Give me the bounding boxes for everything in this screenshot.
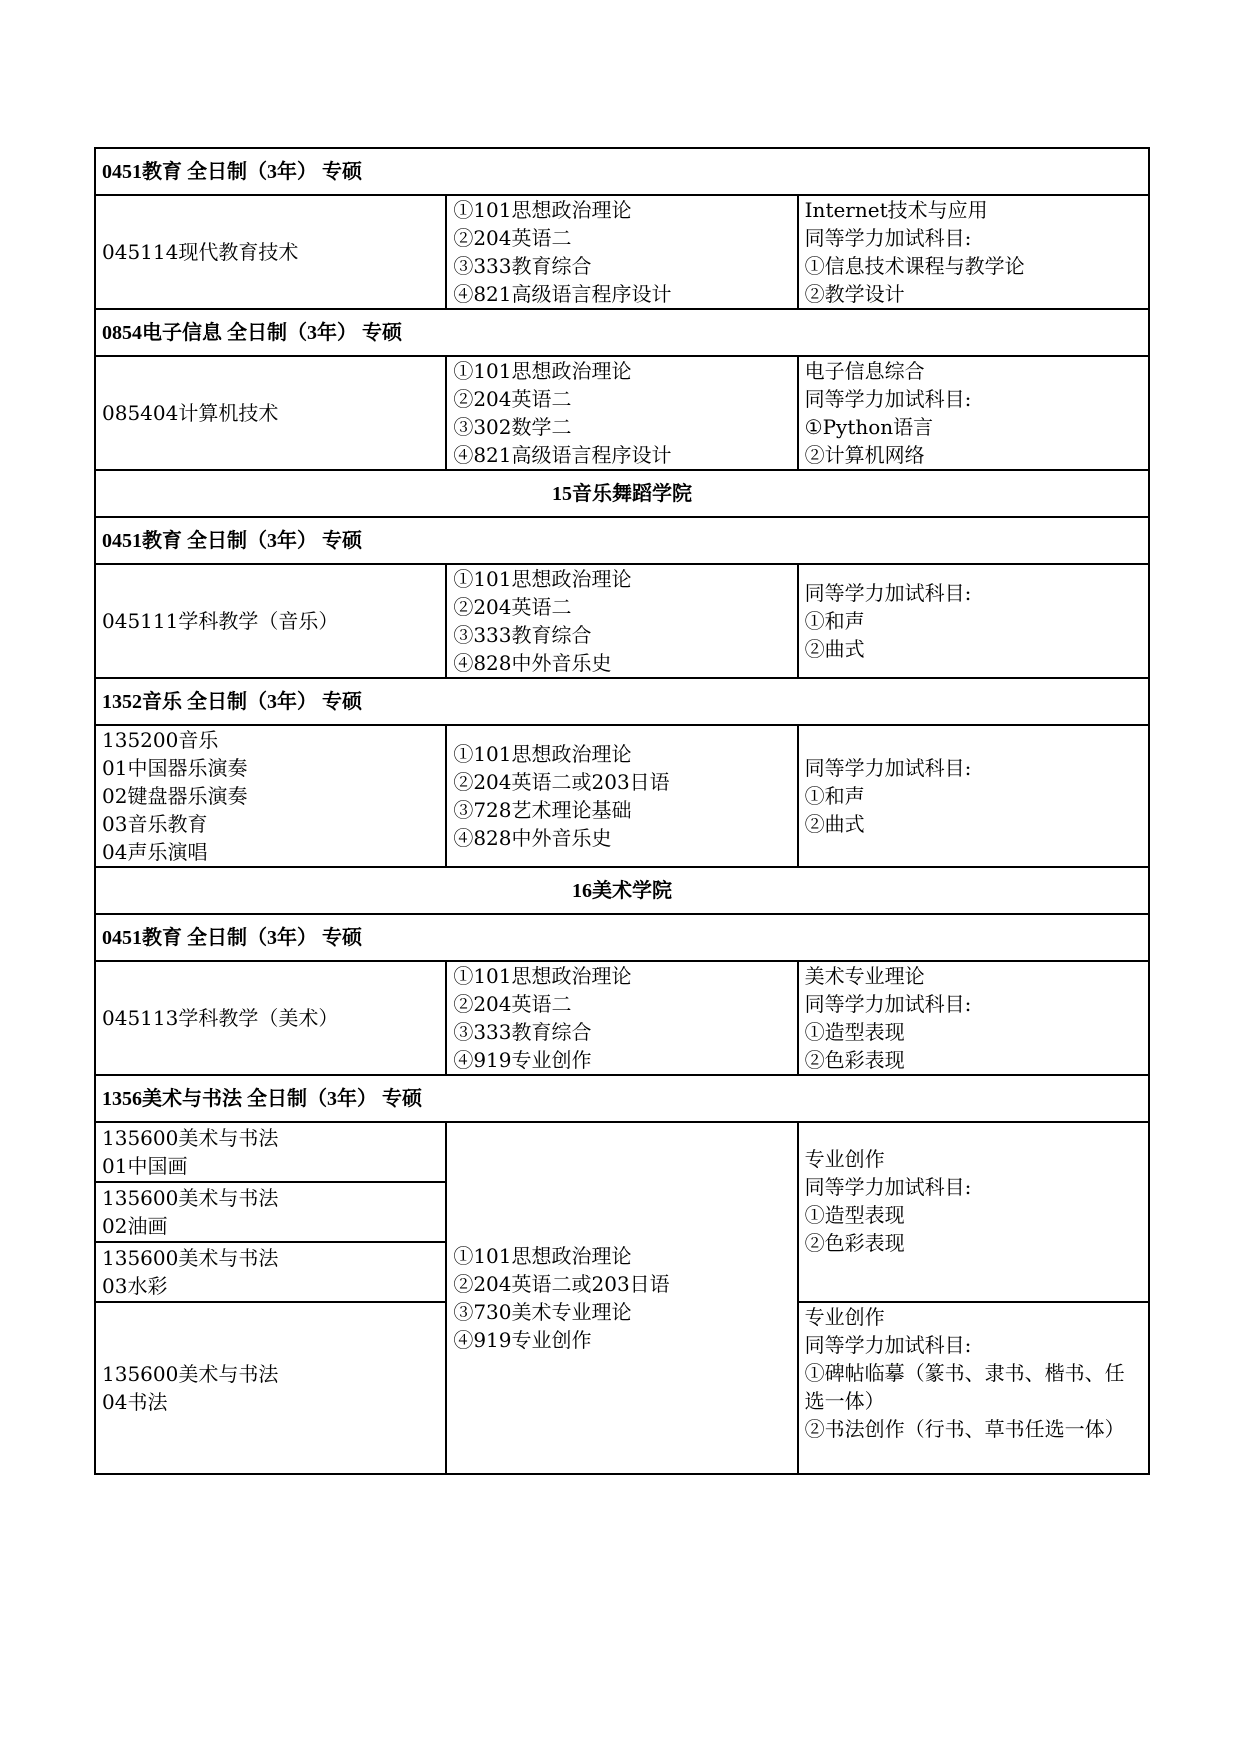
major-entry-row [95,1122,1149,1182]
program-title: 1356美术与书法 全日制（3年） 专硕 [95,1075,1149,1122]
exam-subjects-cell [446,356,797,470]
program-title: 0854电子信息 全日制（3年） 专硕 [95,309,1149,356]
major-line: 085404计算机技术 [102,401,279,425]
major-line: 045114现代教育技术 [102,240,299,264]
exam-subject-line: ③333教育综合 [453,623,592,647]
retest-subjects-cell [798,356,1149,470]
retest-subject-line: ①和声 [804,784,865,808]
exam-subjects-cell [446,195,797,309]
major-cell [95,1182,446,1242]
major-cell [95,1242,446,1302]
major-cell [95,961,446,1075]
exam-subject-line: ③728艺术理论基础 [453,798,632,822]
retest-subject-line: ①Python语言 [804,415,934,439]
retest-subject-line: ①和声 [804,609,865,633]
exam-subjects-cell [446,564,797,678]
retest-subject-line: 同等学力加试科目: [804,756,972,780]
major-cell [95,356,446,470]
major-line: 04书法 [102,1390,168,1414]
major-line: 135600美术与书法 [102,1246,279,1270]
retest-subject-line: ②曲式 [804,812,865,836]
major-cell [95,1122,446,1182]
retest-subject-line: ①碑帖临摹（篆书、隶书、楷书、任选一体） [804,1361,1125,1413]
college-title: 16美术学院 [95,867,1149,914]
exam-subject-line: ②204英语二 [453,595,572,619]
program-header-row [95,148,1149,195]
exam-subject-line: ④828中外音乐史 [453,826,612,850]
retest-subject-line: 同等学力加试科目: [804,1175,972,1199]
major-line: 02油画 [102,1214,168,1238]
admissions-table [94,147,1150,1475]
program-header-row [95,517,1149,564]
major-entry-row [95,356,1149,470]
retest-subjects-cell [798,725,1149,867]
program-title: 0451教育 全日制（3年） 专硕 [95,914,1149,961]
college-title: 15音乐舞蹈学院 [95,470,1149,517]
major-cell [95,564,446,678]
retest-subject-line: ②教学设计 [804,282,905,306]
major-line: 135600美术与书法 [102,1362,279,1386]
retest-subject-line: 同等学力加试科目: [804,581,972,605]
program-header-row [95,309,1149,356]
retest-subjects-cell [798,195,1149,309]
retest-subjects-cell [798,1302,1149,1474]
exam-subject-line: ②204英语二 [453,992,572,1016]
program-header-row [95,678,1149,725]
exam-subject-line: ③333教育综合 [453,254,592,278]
college-header-row [95,470,1149,517]
program-title: 1352音乐 全日制（3年） 专硕 [95,678,1149,725]
exam-subject-line: ①101思想政治理论 [453,567,632,591]
exam-subject-line: ④828中外音乐史 [453,651,612,675]
exam-subjects-cell [446,1122,797,1474]
exam-subject-line: ②204英语二 [453,226,572,250]
major-line: 04声乐演唱 [102,840,208,864]
exam-subject-line: ①101思想政治理论 [453,742,632,766]
major-entry-row [95,195,1149,309]
exam-subject-line: ④919专业创作 [453,1048,592,1072]
exam-subject-line: ②204英语二或203日语 [453,770,670,794]
retest-subject-line: ②色彩表现 [804,1231,905,1255]
college-header-row [95,867,1149,914]
exam-subject-line: ③333教育综合 [453,1020,592,1044]
major-cell [95,195,446,309]
retest-subject-line: 同等学力加试科目: [804,226,972,250]
retest-subject-line: 同等学力加试科目: [804,387,972,411]
retest-subject-line: ①造型表现 [804,1020,905,1044]
program-header-row [95,1075,1149,1122]
retest-subject-line: ②曲式 [804,637,865,661]
retest-subject-line: 电子信息综合 [804,359,925,383]
exam-subject-line: ①101思想政治理论 [453,359,632,383]
retest-subjects-cell [798,961,1149,1075]
retest-subject-line: 同等学力加试科目: [804,992,972,1016]
major-line: 03音乐教育 [102,812,208,836]
major-line: 135600美术与书法 [102,1126,279,1150]
program-header-row [95,914,1149,961]
exam-subjects-cell [446,725,797,867]
exam-subject-line: ④821高级语言程序设计 [453,443,672,467]
exam-subject-line: ①101思想政治理论 [453,964,632,988]
major-line: 03水彩 [102,1274,168,1298]
major-entry-row [95,961,1149,1075]
retest-subject-line: ②计算机网络 [804,443,925,467]
major-line: 02键盘器乐演奏 [102,784,248,808]
retest-subject-line: ①造型表现 [804,1203,905,1227]
retest-subject-line: 同等学力加试科目: [804,1333,972,1357]
exam-subject-line: ③302数学二 [453,415,572,439]
program-title: 0451教育 全日制（3年） 专硕 [95,148,1149,195]
major-line: 01中国画 [102,1154,188,1178]
exam-subject-line: ②204英语二 [453,387,572,411]
exam-subject-line: ④919专业创作 [453,1328,592,1352]
retest-subjects-cell [798,1122,1149,1302]
major-cell [95,1302,446,1474]
major-cell [95,725,446,867]
major-line: 135200音乐 [102,728,219,752]
retest-subject-line: ①信息技术课程与教学论 [804,254,1025,278]
major-line: 045113学科教学（美术） [102,1006,339,1030]
exam-subject-line: ①101思想政治理论 [453,198,632,222]
major-entry-row [95,725,1149,867]
exam-subjects-cell [446,961,797,1075]
exam-subject-line: ②204英语二或203日语 [453,1272,670,1296]
major-line: 01中国器乐演奏 [102,756,248,780]
major-line: 135600美术与书法 [102,1186,279,1210]
retest-subject-line: 专业创作 [804,1147,885,1171]
retest-subject-line: Internet技术与应用 [804,198,988,222]
retest-subjects-cell [798,564,1149,678]
program-title: 0451教育 全日制（3年） 专硕 [95,517,1149,564]
exam-subject-line: ④821高级语言程序设计 [453,282,672,306]
retest-subject-line: 美术专业理论 [804,964,925,988]
exam-subject-line: ①101思想政治理论 [453,1244,632,1268]
retest-subject-line: ②色彩表现 [804,1048,905,1072]
retest-subject-line: 专业创作 [804,1305,885,1329]
major-line: 045111学科教学（音乐） [102,609,339,633]
retest-subject-line: ②书法创作（行书、草书任选一体） [804,1417,1125,1441]
major-entry-row [95,564,1149,678]
exam-subject-line: ③730美术专业理论 [453,1300,632,1324]
